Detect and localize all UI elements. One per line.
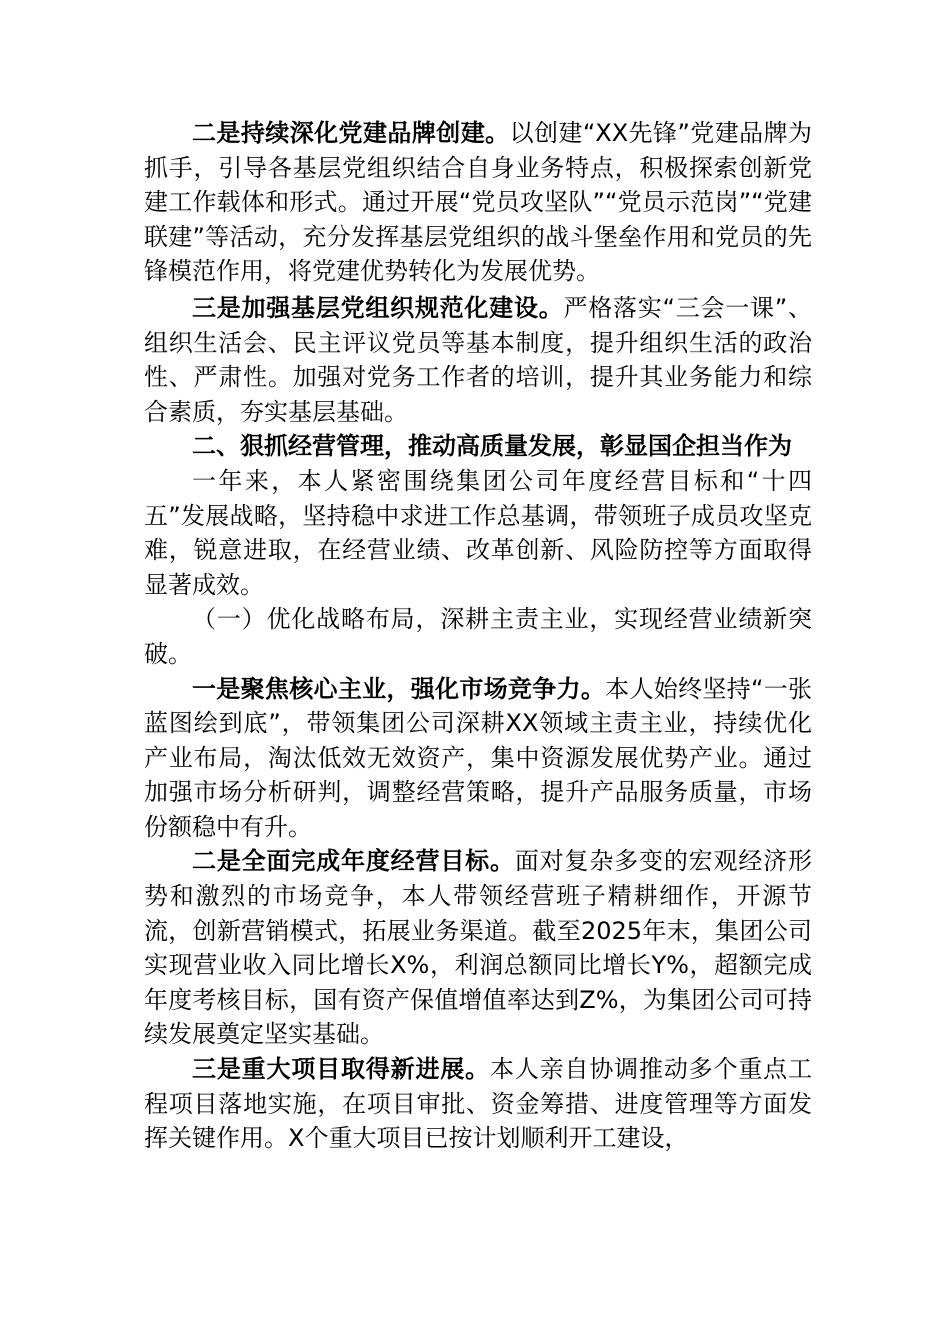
paragraph-text: 面对复杂多变的宏观经济形势和激烈的市场竞争，本人带领经营班子精耕细作，开源节流，创新营销模式，拓展业务渠道。截至2025年末，集团公司实现营业收入同比增长X%，利润总额同比增长Y%，超额完成年度考核目标，国有资产保值增值率达到Z%，为集团公司可持续发展奠定坚实基础。 [144, 847, 813, 1049]
paragraph-text: 严格落实“三会一课”、组织生活会、民主评议党员等基本制度，提升组织生活的政治性、严肃性。加强对党务工作者的培训，提升其业务能力和综合素质，夯实基层基础。 [144, 293, 813, 426]
document-body [144, 116, 812, 1156]
paragraph-text: 以创建“XX先锋”党建品牌为抓手，引导各基层党组织结合自身业务特点，积极探索创新党建工作载体和形式。通过开展“党员攻坚队”“党员示范岗”“党建联建”等活动，充分发挥基层党组织的战斗堡垒作用和党员的先锋模范作用，将党建优势转化为发展优势。 [144, 119, 813, 286]
paragraph-annual-summary: 一年来，本人紧密围绕集团公司年度经营目标和“十四五”发展战略，坚持稳中求进工作总基调，带领班子成员攻坚克难，锐意进取，在经营业绩、改革创新、风险防控等方面取得显著成效。 [144, 466, 812, 599]
paragraph-major-projects [144, 1052, 812, 1156]
paragraph-grassroots-standardization [144, 291, 812, 429]
section-heading-business-management: 二、狠抓经营管理，推动高质量发展，彰显国企担当作为 [192, 432, 792, 461]
paragraph-core-business [144, 672, 812, 845]
paragraph-lead: 二是持续深化党建品牌创建。 [192, 119, 510, 147]
paragraph-lead: 三是重大项目取得新进展。 [192, 1055, 490, 1084]
paragraph-text: 本人始终坚持“一张蓝图绘到底”，带领集团公司深耕XX领域主责主业，持续优化产业布局，淘汰低效无效资产，集中资源发展优势产业。通过加强市场分析研判，调整经营策略，提升产品服务质量，市场份额稳中有升。 [144, 674, 813, 841]
paragraph-lead: 三是加强基层党组织规范化建设。 [192, 293, 564, 322]
paragraph-party-brand [144, 116, 812, 289]
paragraph-lead: 一是聚焦核心主业，强化市场竞争力。 [192, 674, 606, 703]
paragraph-annual-targets [144, 844, 812, 1052]
paragraph-lead: 二是全面完成年度经营目标。 [192, 847, 515, 876]
paragraph-text: 本人亲自协调推动多个重点工程项目落地实施，在项目审批、资金筹措、进度管理等方面发挥关键作用。X个重大项目已按计划顺利开工建设， [144, 1055, 812, 1153]
subsection-heading-strategy: （一）优化战略布局，深耕主责主业，实现经营业绩新突破。 [144, 605, 812, 668]
